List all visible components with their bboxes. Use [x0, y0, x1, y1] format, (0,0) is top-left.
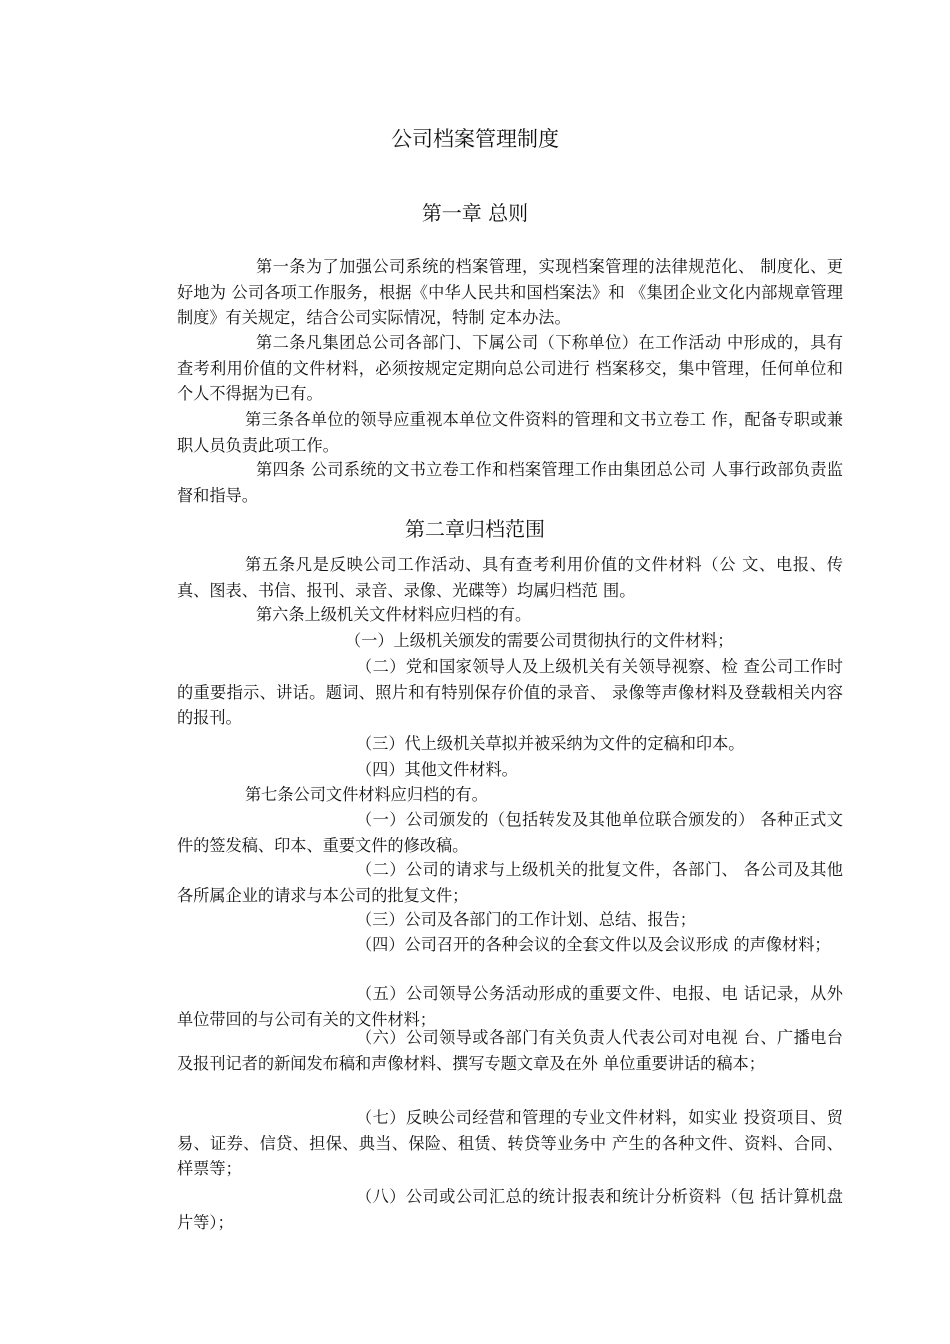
article-7-item-3: （三）公司及各部门的工作计划、总结、报告； — [356, 910, 696, 929]
article-7-item-5: （五）公司领导公务活动形成的重要文件、电报、电 话记录，从外单位带回的与公司有关的文件材料； — [177, 984, 843, 1029]
article-3: 第三条各单位的领导应重视本单位文件资料的管理和文书立卷工 作，配备专职或兼职人员负责此项工作。 — [177, 410, 843, 455]
chapter-2-heading: 第二章归档范围 — [405, 517, 545, 541]
article-7-item-4: （四）公司召开的各种会议的全套文件以及会议形成 的声像材料； — [356, 935, 831, 954]
article-7: 第七条公司文件材料应归档的有。 — [245, 785, 488, 804]
article-2: 第二条凡集团总公司各部门、下属公司（下称单位）在工作活动 中形成的，具有查考利用价值的文件材料，必须按规定定期向总公司进行 档案移交，集中管理，任何单位和个人不得据为已有。 — [177, 333, 843, 403]
article-7-item-8: （八）公司或公司汇总的统计报表和统计分析资料（包 括计算机盘片等）； — [177, 1187, 843, 1232]
article-4: 第四条 公司系统的文书立卷工作和档案管理工作由集团总公司 人事行政部负责监督和指导。 — [177, 460, 843, 505]
document-title: 公司档案管理制度 — [391, 127, 559, 151]
article-6-item-3: （三）代上级机关草拟并被采纳为文件的定稿和印本。 — [356, 734, 745, 753]
article-7-item-6: （六）公司领导或各部门有关负责人代表公司对电视 台、广播电台及报刊记者的新闻发布稿和声像材料、撰写专题文章及在外 单位重要讲话的稿本； — [177, 1028, 843, 1073]
article-6-item-4: （四）其他文件材料。 — [356, 760, 518, 779]
article-6: 第六条上级机关文件材料应归档的有。 — [256, 605, 532, 624]
article-6-item-1: （一）上级机关颁发的需要公司贯彻执行的文件材料； — [345, 631, 734, 650]
article-7-item-1: （一）公司颁发的（包括转发及其他单位联合颁发的） 各种正式文件的签发稿、印本、重要文件的修改稿。 — [177, 810, 843, 855]
article-5: 第五条凡是反映公司工作活动、具有查考利用价值的文件材料（公 文、电报、传真、图表、书信、报刊、录音、录像、光碟等）均属归档范 围。 — [177, 555, 843, 600]
chapter-1-heading: 第一章 总则 — [421, 201, 529, 225]
article-7-item-2: （二）公司的请求与上级机关的批复文件，各部门、 各公司及其他各所属企业的请求与本公司的批复文件； — [177, 860, 843, 905]
article-7-item-7: （七）反映公司经营和管理的专业文件材料，如实业 投资项目、贸易、证券、信贷、担保、典当、保险、租赁、转贷等业务中 产生的各种文件、资料、合同、样票等； — [177, 1108, 843, 1178]
article-6-item-2: （二）党和国家领导人及上级机关有关领导视察、检 查公司工作时的重要指示、讲话。题词、照片和有特别保存价值的录音、 录像等声像材料及登载相关内容的报刊。 — [177, 657, 843, 727]
article-1: 第一条为了加强公司系统的档案管理，实现档案管理的法律规范化、 制度化、更好地为 公司各项工作服务，根据《中华人民共和国档案法》和 《集团企业文化内部规章管理制度》有关规定，结合公司实际情况，特制 定本办法。 — [177, 257, 843, 327]
